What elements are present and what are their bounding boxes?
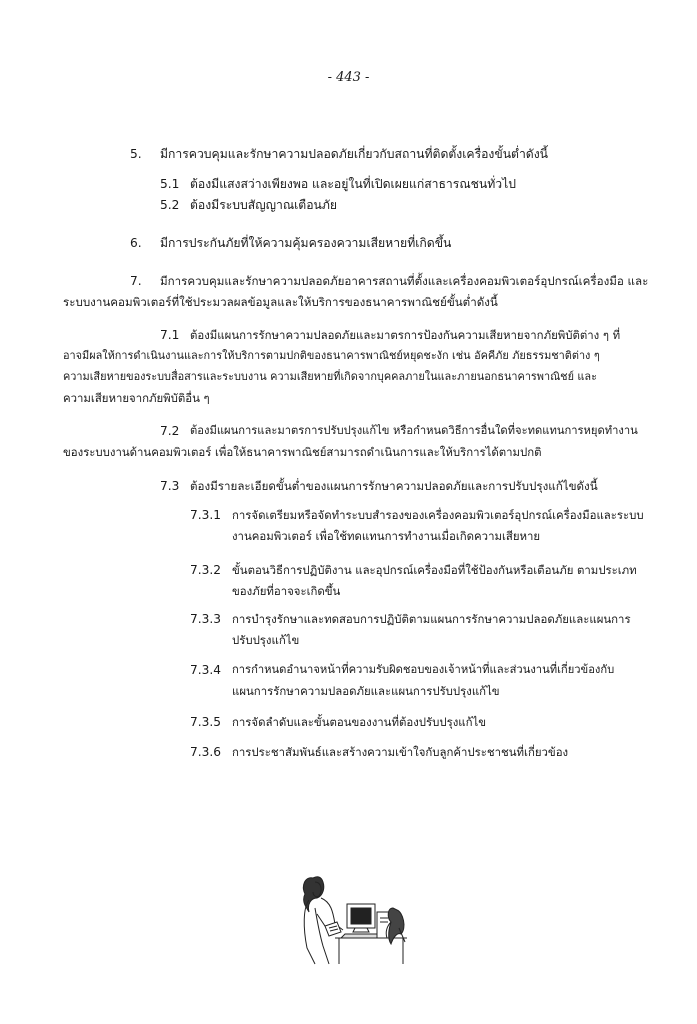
item-text: ต้องมีแสงสว่างเพียงพอ และอยู่ในที่เปิดเผยแก่สาธารณชนทั่วไป <box>190 177 516 191</box>
page-number: - 443 - <box>327 70 370 85</box>
item-number: 7.2 <box>160 424 180 438</box>
item-text: ต้องมีแผนการรักษาความปลอดภัยและมาตรการป้องกันความเสียหายจากภัยพิบัติต่าง ๆ ที่ <box>190 328 621 342</box>
item-text: การกำหนดอำนาจหน้าที่ความรับผิดชอบของเจ้าหน้าที่และส่วนงานที่เกี่ยวข้องกับ <box>232 663 615 676</box>
item-number: 7.3.4 <box>190 663 222 677</box>
item-text: ของระบบงานด้านคอมพิวเตอร์ เพื่อให้ธนาคารพาณิชย์สามารถดำเนินการและให้บริการได้ตามปกติ <box>63 445 542 459</box>
item-text: การบำรุงรักษาและทดสอบการปฏิบัติตามแผนการรักษาความปลอดภัยและแผนการ <box>232 612 631 626</box>
item-text: ของภัยที่อาจจะเกิดขึ้น <box>232 584 341 598</box>
item-text: ต้องมีรายละเอียดขั้นต่ำของแผนการรักษาความปลอดภัยและการปรับปรุงแก้ไขดังนี้ <box>190 479 598 493</box>
item-text: การจัดเตรียมหรือจัดทำระบบสำรองของเครื่องคอมพิวเตอร์อุปกรณ์เครื่องมือและระบบ <box>232 508 644 522</box>
item-text: ต้องมีระบบสัญญาณเตือนภัย <box>190 198 338 212</box>
item-number: 7.3.3 <box>190 612 222 626</box>
item-text: งานคอมพิวเตอร์ เพื่อใช้ทดแทนการทำงานเมื่อเกิดความเสียหาย <box>232 529 541 543</box>
item-number: 7. <box>130 274 142 288</box>
item-text: มีการควบคุมและรักษาความปลอดภัยเกี่ยวกับสถานที่ติดตั้งเครื่องขั้นต่ำดังนี้ <box>160 147 549 161</box>
item-text: การจัดลำดับและขั้นตอนของงานที่ต้องปรับปรุงแก้ไข <box>232 715 487 729</box>
item-text: การประชาสัมพันธ์และสร้างความเข้าใจกับลูกค้าประชาชนที่เกี่ยวข้อง <box>232 745 569 759</box>
item-text: มีการควบคุมและรักษาความปลอดภัยอาคารสถานที่ตั้งและเครื่องคอมพิวเตอร์อุปกรณ์เครื่องมือ และ <box>160 274 649 288</box>
item-number: 7.3.6 <box>190 745 222 759</box>
item-text: ความเสียหายของระบบสื่อสารและระบบงาน ความเสียหายที่เกิดจากบุคคลภายในและภายนอกธนาคารพาณิชย์ และ <box>63 370 597 383</box>
item-text: ต้องมีแผนการและมาตรการปรับปรุงแก้ไข หรือกำหนดวิธีการอื่นใดที่จะทดแทนการหยุดทำงาน <box>190 424 638 437</box>
item-text: ปรับปรุงแก้ไข <box>232 633 300 647</box>
item-text: อาจมีผลให้การดำเนินงานและการให้บริการตามปกติของธนาคารพาณิชย์หยุดชะงัก เช่น อัคคีภัย ภัยธรรมชาติต่าง ๆ <box>63 349 600 362</box>
item-text: ระบบงานคอมพิวเตอร์ที่ใช้ประมวลผลข้อมูลและให้บริการของธนาคารพาณิชย์ขั้นต่ำดังนี้ <box>63 295 498 309</box>
item-text: มีการประกันภัยที่ให้ความคุ้มครองความเสียหายที่เกิดขึ้น <box>160 236 452 250</box>
item-number: 5.1 <box>160 177 180 191</box>
item-text: ความเสียหายจากภัยพิบัติอื่น ๆ <box>63 391 210 405</box>
item-number: 7.1 <box>160 328 180 342</box>
item-number: 7.3.5 <box>190 715 222 729</box>
item-number: 5. <box>130 147 142 161</box>
item-number: 7.3 <box>160 479 180 493</box>
item-number: 7.3.1 <box>190 508 222 522</box>
item-text: แผนการรักษาความปลอดภัยและแผนการปรับปรุงแก้ไข <box>232 684 500 698</box>
item-text: ขั้นตอนวิธีการปฏิบัติงาน และอุปกรณ์เครื่องมือที่ใช้ป้องกันหรือเตือนภัย ตามประเภท <box>232 563 637 577</box>
item-number: 7.3.2 <box>190 563 222 577</box>
item-number: 6. <box>130 236 142 250</box>
item-number: 5.2 <box>160 198 180 212</box>
office-illustration <box>295 868 415 968</box>
